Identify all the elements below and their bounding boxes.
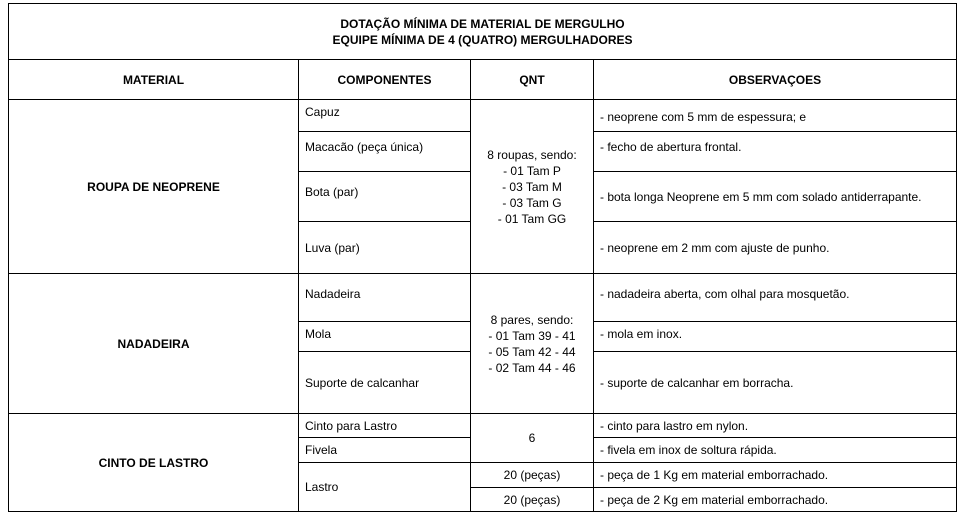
header-observacoes: OBSERVAÇOES bbox=[594, 60, 957, 100]
qnt-lastro-1kg: 20 (peças) bbox=[471, 463, 594, 488]
table-row bbox=[9, 274, 957, 322]
obs-lastro-1kg: - peça de 1 Kg em material emborrachado. bbox=[594, 463, 957, 488]
qnt-roupa-line: - 01 Tam GG bbox=[497, 211, 567, 226]
table-row bbox=[9, 414, 957, 438]
component-cinto: Cinto para Lastro bbox=[299, 414, 471, 438]
header-componentes: COMPONENTES bbox=[299, 60, 471, 100]
header-material: MATERIAL bbox=[9, 60, 299, 100]
obs-lastro-2kg: - peça de 2 Kg em material emborrachado. bbox=[594, 488, 957, 512]
qnt-roupa-line: - 03 Tam M bbox=[502, 179, 562, 194]
table-title-line2: EQUIPE MÍNIMA DE 4 (QUATRO) MERGULHADORES bbox=[332, 32, 633, 47]
obs-luva: - neoprene em 2 mm com ajuste de punho. bbox=[594, 222, 957, 274]
obs-fivela: - fivela em inox de soltura rápida. bbox=[594, 438, 957, 463]
qnt-roupa-line: - 03 Tam G bbox=[502, 195, 562, 210]
qnt-nadadeira-line: - 01 Tam 39 - 41 bbox=[488, 328, 576, 343]
obs-suporte: - suporte de calcanhar em borracha. bbox=[594, 352, 957, 414]
component-fivela: Fivela bbox=[299, 438, 471, 463]
material-roupa: ROUPA DE NEOPRENE bbox=[9, 100, 299, 274]
qnt-nadadeira-line: - 02 Tam 44 - 46 bbox=[488, 360, 576, 375]
qnt-lastro-2kg: 20 (peças) bbox=[471, 488, 594, 512]
obs-mola: - mola em inox. bbox=[594, 322, 957, 352]
qnt-nadadeira bbox=[471, 274, 594, 414]
qnt-nadadeira-line: 8 pares, sendo: bbox=[490, 312, 574, 327]
qnt-roupa-line: 8 roupas, sendo: bbox=[487, 147, 577, 162]
component-macacao: Macacão (peça única) bbox=[299, 132, 471, 172]
table-title-cell bbox=[9, 4, 957, 60]
obs-cinto: - cinto para lastro em nylon. bbox=[594, 414, 957, 438]
diving-material-table bbox=[8, 3, 957, 512]
component-capuz: Capuz bbox=[299, 100, 471, 132]
table-title-line1: DOTAÇÃO MÍNIMA DE MATERIAL DE MERGULHO bbox=[340, 16, 625, 31]
component-bota: Bota (par) bbox=[299, 172, 471, 222]
material-nadadeira: NADADEIRA bbox=[9, 274, 299, 414]
qnt-cinto-fivela: 6 bbox=[471, 414, 594, 463]
component-mola: Mola bbox=[299, 322, 471, 352]
obs-bota: - bota longa Neoprene em 5 mm com solado antiderrapante. bbox=[594, 172, 957, 222]
table-row bbox=[9, 100, 957, 132]
component-suporte: Suporte de calcanhar bbox=[299, 352, 471, 414]
header-qnt: QNT bbox=[471, 60, 594, 100]
component-luva: Luva (par) bbox=[299, 222, 471, 274]
qnt-roupa-line: - 01 Tam P bbox=[503, 163, 561, 178]
component-lastro: Lastro bbox=[299, 463, 471, 512]
title-row bbox=[9, 4, 957, 60]
obs-macacao: - fecho de abertura frontal. bbox=[594, 132, 957, 172]
header-row bbox=[9, 60, 957, 100]
material-cinto: CINTO DE LASTRO bbox=[9, 414, 299, 512]
component-nadadeira: Nadadeira bbox=[299, 274, 471, 322]
qnt-roupa bbox=[471, 100, 594, 274]
obs-nadadeira: - nadadeira aberta, com olhal para mosquetão. bbox=[594, 274, 957, 322]
qnt-nadadeira-line: - 05 Tam 42 - 44 bbox=[488, 344, 576, 359]
obs-capuz: - neoprene com 5 mm de espessura; e bbox=[594, 100, 957, 132]
